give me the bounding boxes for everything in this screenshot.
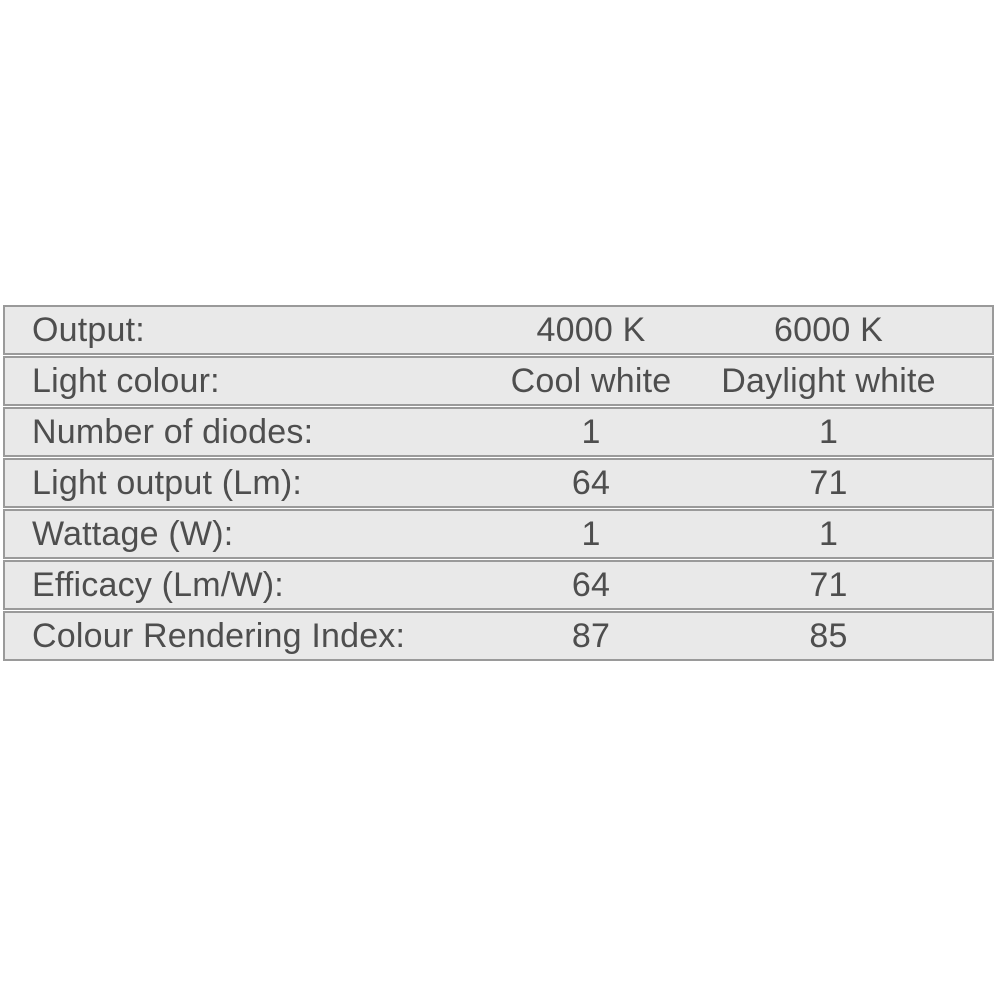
spec-label: Wattage (W): <box>32 515 234 553</box>
spec-value-6000k: 1 <box>818 515 839 553</box>
table-row <box>3 356 994 406</box>
spec-label: Efficacy (Lm/W): <box>32 566 284 604</box>
spec-value-4000k: 64 <box>571 464 611 502</box>
spec-value-6000k: Daylight white <box>721 362 936 400</box>
table-row <box>3 458 994 508</box>
spec-value-4000k: 87 <box>571 617 611 655</box>
table-row <box>3 560 994 610</box>
table-row <box>3 305 994 355</box>
spec-value-6000k: 71 <box>809 464 848 502</box>
spec-value-6000k: 1 <box>818 413 839 451</box>
spec-label: Number of diodes: <box>32 413 314 451</box>
spec-label: Light colour: <box>32 362 220 400</box>
spec-value-4000k: 1 <box>581 413 601 451</box>
table-row <box>3 509 994 559</box>
spec-label: Light output (Lm): <box>32 464 303 502</box>
spec-value-6000k: 6000 K <box>774 311 883 349</box>
spec-value-6000k: 85 <box>809 617 848 655</box>
spec-value-4000k: 1 <box>581 515 601 553</box>
table-row <box>3 407 994 457</box>
spec-value-4000k: 4000 K <box>536 311 646 349</box>
specification-table <box>3 305 994 661</box>
spec-label: Colour Rendering Index: <box>32 617 406 655</box>
spec-label: Output: <box>32 311 145 349</box>
spec-value-6000k: 71 <box>809 566 848 604</box>
spec-value-4000k: Cool white <box>510 362 672 400</box>
table-row <box>3 611 994 661</box>
spec-value-4000k: 64 <box>571 566 611 604</box>
